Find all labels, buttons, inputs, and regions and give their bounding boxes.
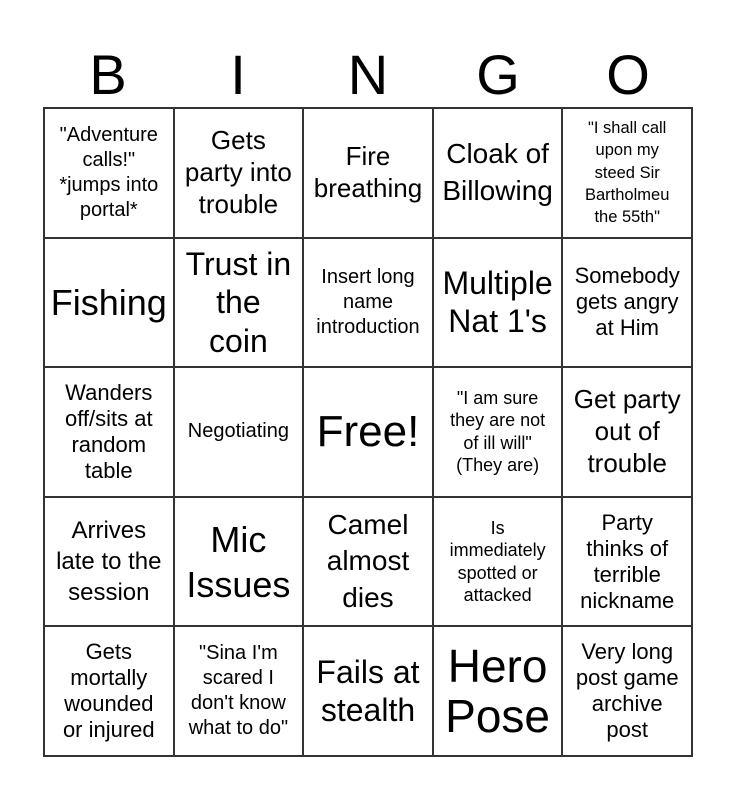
bingo-cell-r5c1[interactable] [44,626,174,756]
cell-text: "I am sure they are not of ill will" (They are) [450,387,546,476]
cell-text: Somebody gets angry at Him [574,263,680,341]
cell-text: Is immediately spotted or attacked [449,517,546,606]
bingo-cell-r1c5[interactable] [562,108,692,238]
cell-text: Insert long name introduction [316,265,420,338]
cell-text: Cloak of Billowing [442,138,553,206]
cell-text: Fishing [50,281,167,323]
bingo-cell-r3c4[interactable] [433,367,563,497]
bingo-cell-r2c2[interactable] [174,238,304,368]
cell-text: Mic Issues [186,518,291,605]
cell-text: Fails at stealth [316,653,420,729]
bingo-grid [43,107,693,757]
bingo-cell-r4c2[interactable] [174,497,304,627]
bingo-cell-r1c4[interactable] [433,108,563,238]
bingo-cell-r4c4[interactable] [433,497,563,627]
cell-text: Multiple Nat 1's [442,265,553,340]
bingo-cell-r4c5[interactable] [562,497,692,627]
bingo-cell-r2c1[interactable] [44,238,174,368]
bingo-cell-r3c2[interactable] [174,367,304,497]
header-letter-i: I [230,43,246,106]
cell-text: "Sina I'm scared I don't know what to do" [188,642,289,740]
bingo-cell-r3c1[interactable] [44,367,174,497]
bingo-cell-r2c3[interactable] [303,238,433,368]
bingo-cell-r3c5[interactable] [562,367,692,497]
bingo-cell-r5c4[interactable] [433,626,563,756]
bingo-cell-r1c3[interactable] [303,108,433,238]
cell-text: Negotiating [187,420,289,443]
cell-text: Wanders off/sits at random table [64,380,153,483]
cell-text: Gets mortally wounded or injured [62,639,155,743]
cell-text: Gets party into trouble [184,125,292,219]
bingo-header [43,44,693,106]
bingo-cell-r2c4[interactable] [433,238,563,368]
bingo-cell-r2c5[interactable] [562,238,692,368]
bingo-cell-r4c1[interactable] [44,497,174,627]
cell-text: Trust in the coin [185,245,292,359]
cell-text: Camel almost dies [326,509,410,613]
cell-text: Arrives late to the session [56,516,162,607]
bingo-cell-r1c2[interactable] [174,108,304,238]
bingo-cell-r5c3[interactable] [303,626,433,756]
header-letter-n: N [347,43,389,106]
header-letter-o: O [606,43,650,106]
cell-text: Hero Pose [445,639,551,743]
bingo-cell-r4c3[interactable] [303,497,433,627]
bingo-cell-r5c5[interactable] [562,626,692,756]
cell-text: Get party out of trouble [573,384,681,478]
bingo-cell-r5c2[interactable] [174,626,304,756]
free-space-text: Free! [316,407,420,457]
cell-text: "I shall call upon my steed Sir Bartholmeu the 55th" [585,119,670,227]
bingo-cell-r1c1[interactable] [44,108,174,238]
header-letter-b: B [89,43,127,106]
cell-text: "Adventure calls!" *jumps into portal* [59,123,159,221]
bingo-cell-r3c3[interactable] [303,367,433,497]
cell-text: Party thinks of terrible nickname [580,509,675,613]
header-letter-g: G [476,43,520,106]
cell-text: Very long post game archive post [575,639,679,743]
cell-text: Fire breathing [313,141,423,203]
